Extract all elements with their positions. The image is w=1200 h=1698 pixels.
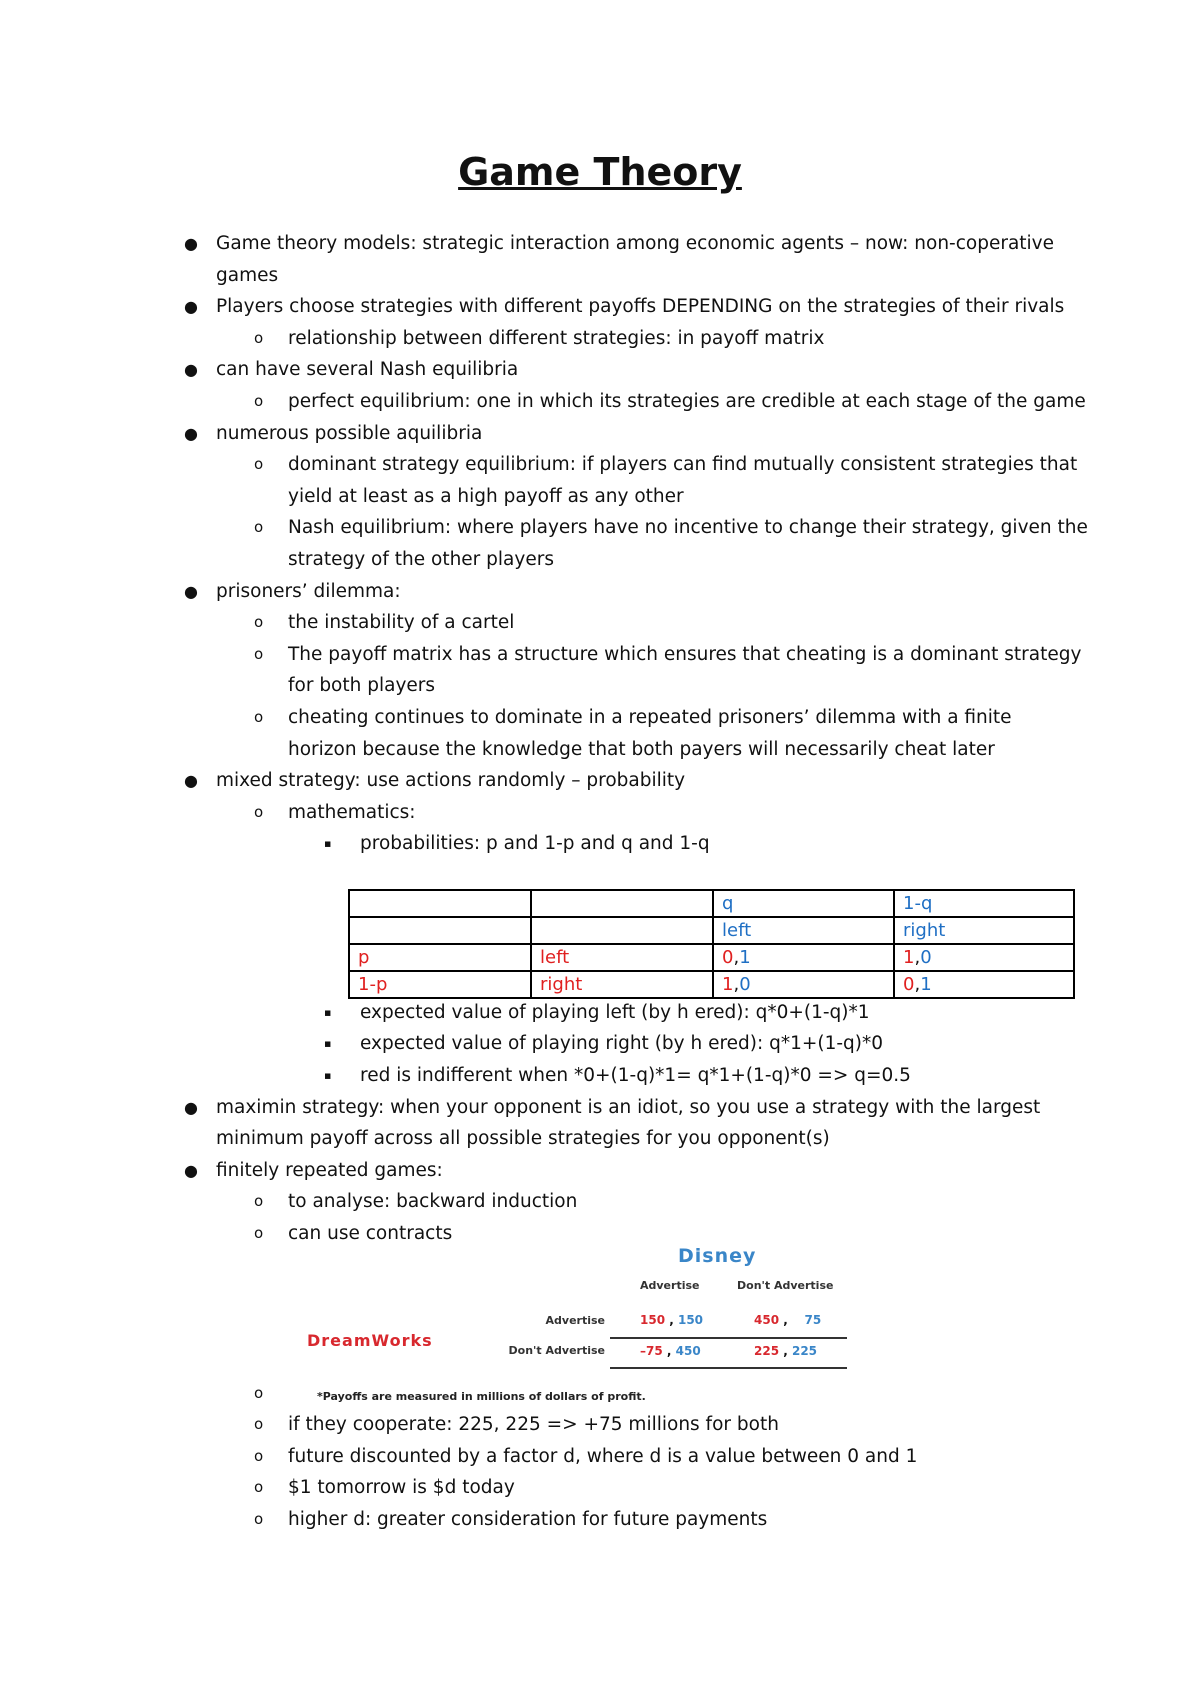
table-cell: 0,1 [713, 944, 894, 971]
circle-bullet-icon: o [254, 328, 264, 347]
payoff-matrix-table [348, 889, 1075, 999]
column-header: Advertise [640, 1279, 700, 1292]
sub-list-item: o to analyse: backward induction [0, 1186, 1200, 1218]
sub-list-item: o relationship between different strategies: in payoff matrix [0, 323, 1200, 355]
payoff-cell: 450 , 75 [754, 1313, 822, 1327]
sub-list-item-continuation: horizon because the knowledge that both payers will necessarily cheat later [288, 738, 995, 760]
circle-bullet-icon: o [254, 455, 264, 474]
divider [610, 1337, 847, 1339]
sub-list-item: o cheating continues to dominate in a repeated prisoners’ dilemma with a finite [0, 702, 1200, 734]
sub-list-item-continuation: strategy of the other players [288, 548, 554, 570]
table-row [349, 944, 1074, 971]
table-cell: 0,1 [894, 971, 1074, 998]
table-cell: 1-p [349, 971, 531, 998]
circle-bullet-icon: o [254, 802, 264, 821]
list-item: ● mixed strategy: use actions randomly – probability [0, 765, 1200, 797]
table-cell: q [713, 890, 894, 917]
square-bullet-icon: ▪ [324, 1069, 332, 1083]
row-player-label: DreamWorks [307, 1331, 433, 1350]
page-title: Game Theory [458, 150, 742, 194]
table-cell: 1,0 [713, 971, 894, 998]
sub-list-item: o future discounted by a factor d, where d is a value between 0 and 1 [0, 1441, 1200, 1473]
circle-bullet-icon: o [254, 1383, 264, 1402]
square-bullet-icon: ▪ [324, 1005, 332, 1019]
table-row [349, 917, 1074, 944]
bullet-icon: ● [184, 1160, 198, 1180]
table-cell [531, 890, 713, 917]
list-item: ● can have several Nash equilibria [0, 354, 1200, 386]
list-item: ● Players choose strategies with different payoffs DEPENDING on the strategies of their rivals [0, 291, 1200, 323]
sub-sub-list-item: ▪ probabilities: p and 1-p and q and 1-q [0, 828, 1200, 860]
circle-bullet-icon: o [254, 644, 264, 663]
table-cell [531, 917, 713, 944]
list-item-continuation: games [216, 264, 279, 286]
list-item: ● numerous possible aquilibria [0, 418, 1200, 450]
list-item: ● maximin strategy: when your opponent is an idiot, so you use a strategy with the largest [0, 1092, 1200, 1124]
circle-bullet-icon: o [254, 1224, 264, 1243]
sub-sub-list-item: ▪ red is indifferent when *0+(1-q)*1= q*1+(1-q)*0 => q=0.5 [0, 1060, 1200, 1092]
sub-list-item: o dominant strategy equilibrium: if players can find mutually consistent strategies that [0, 449, 1200, 481]
sub-list-item: o The payoff matrix has a structure which ensures that cheating is a dominant strategy [0, 639, 1200, 671]
table-cell: right [894, 917, 1074, 944]
sub-list-item: o if they cooperate: 225, 225 => +75 millions for both [0, 1409, 1200, 1441]
column-header: Don't Advertise [737, 1279, 834, 1292]
table-row [349, 971, 1074, 998]
sub-list-item-continuation: for both players [288, 675, 436, 697]
bullet-icon: ● [184, 297, 198, 317]
list-item: ● prisoners’ dilemma: [0, 576, 1200, 608]
list-item: ● finitely repeated games: [0, 1155, 1200, 1187]
list-item: ● Game theory models: strategic interaction among economic agents – now: non-coperative [0, 228, 1200, 260]
table-cell: left [531, 944, 713, 971]
column-player-label: Disney [678, 1245, 757, 1267]
sub-sub-list-item: ▪ expected value of playing right (by h ered): q*1+(1-q)*0 [0, 1028, 1200, 1060]
sub-list-item: o perfect equilibrium: one in which its strategies are credible at each stage of the game [0, 386, 1200, 418]
sub-list-item-continuation: yield at least as a high payoff as any other [288, 485, 684, 507]
payoff-cell: –75 , 450 [640, 1344, 701, 1358]
sub-list-item: o the instability of a cartel [0, 607, 1200, 639]
circle-bullet-icon: o [254, 1192, 264, 1211]
bullet-icon: ● [184, 1097, 198, 1117]
figure-footnote: *Payoffs are measured in millions of dollars of profit. [317, 1390, 646, 1403]
table-cell: right [531, 971, 713, 998]
advertising-game-figure [300, 1245, 860, 1410]
payoff-cell: 150 , 150 [640, 1313, 704, 1327]
circle-bullet-icon: o [254, 391, 264, 410]
list-item-continuation: minimum payoff across all possible strategies for you opponent(s) [216, 1128, 830, 1150]
row-header: Don't Advertise [508, 1344, 605, 1357]
bullet-icon: ● [184, 423, 198, 443]
sub-list-item: o can use contracts [0, 1218, 1200, 1250]
table-cell [349, 890, 531, 917]
table-cell [349, 917, 531, 944]
circle-bullet-icon: o [254, 1415, 264, 1434]
circle-bullet-icon: o [254, 1446, 264, 1465]
bullet-icon: ● [184, 360, 198, 380]
sub-list-item: o Nash equilibrium: where players have no incentive to change their strategy, given the [0, 512, 1200, 544]
circle-bullet-icon: o [254, 1510, 264, 1528]
square-bullet-icon: ▪ [324, 1037, 332, 1051]
bullet-icon: ● [184, 581, 198, 601]
circle-bullet-icon: o [254, 518, 264, 537]
table-cell: 1-q [894, 890, 1074, 917]
sub-list-item: o $1 tomorrow is $d today [0, 1472, 1200, 1504]
bullet-icon: ● [184, 234, 198, 253]
sub-sub-list-item: ▪ expected value of playing left (by h ered): q*0+(1-q)*1 [0, 997, 1200, 1029]
circle-bullet-icon: o [254, 613, 264, 632]
square-bullet-icon: ▪ [324, 837, 332, 851]
bullet-icon: ● [184, 771, 198, 791]
circle-bullet-icon: o [254, 707, 264, 726]
payoff-cell: 225 , 225 [754, 1344, 818, 1358]
row-header: Advertise [545, 1314, 605, 1327]
divider [610, 1367, 847, 1369]
table-cell: 1,0 [894, 944, 1074, 971]
table-cell: left [713, 917, 894, 944]
sub-list-item: o higher d: greater consideration for future payments [0, 1504, 1200, 1536]
sub-list-item: o mathematics: [0, 797, 1200, 829]
table-cell: p [349, 944, 531, 971]
table-row [349, 890, 1074, 917]
circle-bullet-icon: o [254, 1478, 264, 1497]
